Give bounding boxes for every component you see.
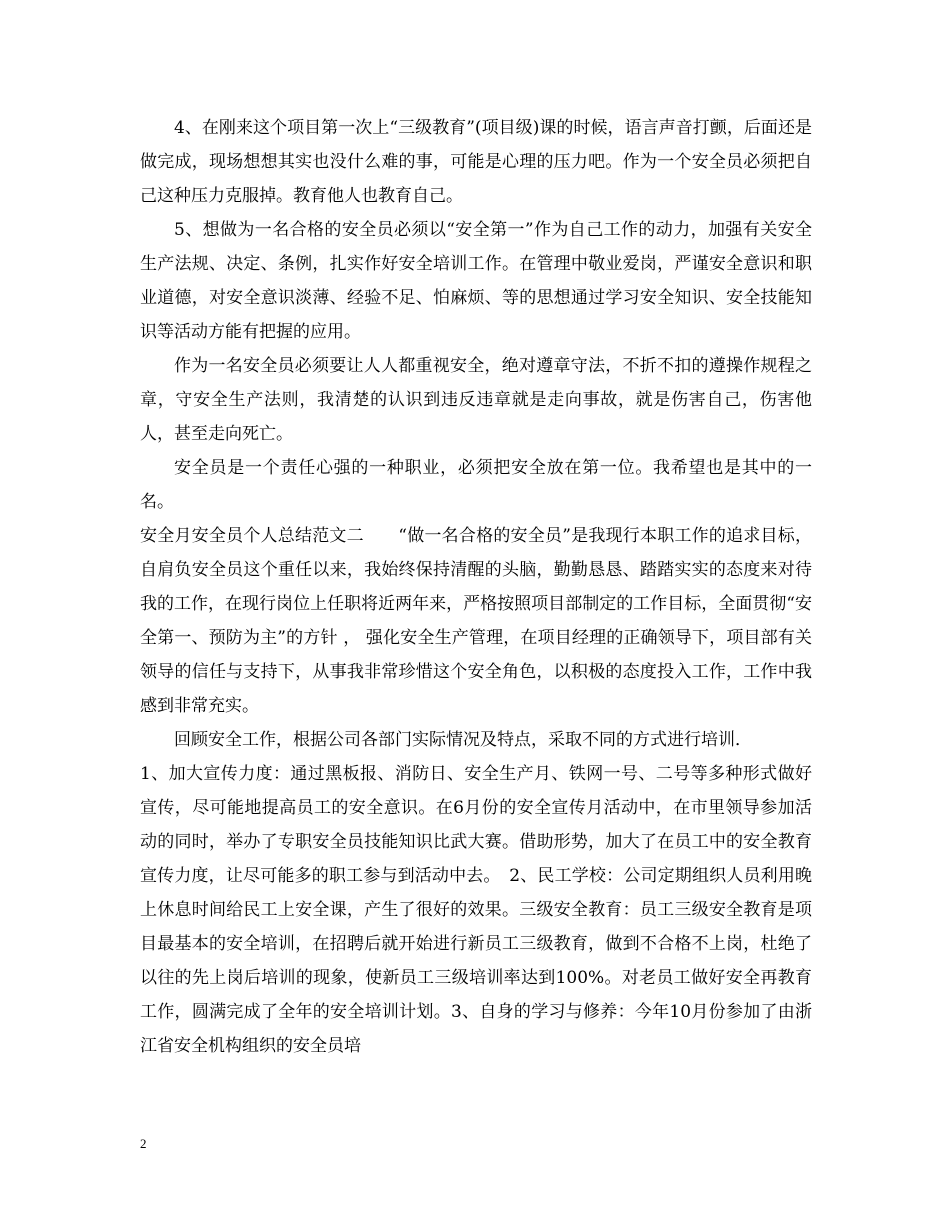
paragraph-sample-two-intro: 安全月安全员个人总结范文二 “做一名合格的安全员”是我现行本职工作的追求目标，自肩负安全员这个重任以来，我始终保持清醒的头脑，勤勤恳恳、踏踏实实的态度来对待我的工作，在现行岗位上任职将近两年来，严格按照项目部制定的工作目标，全面贯彻“安全第一、预防为主”的方针 ， 强化安全生产管理，在项目经理的正确领导下，项目部有关领导的信任与支持下，从事我非常珍惜这个安全角色，以积极的态度投入工作，工作中我感到非常充实。 (140, 526, 812, 716)
document-body (140, 111, 812, 1063)
paragraph-training-list: 1、加大宣传力度：通过黑板报、消防日、安全生产月、铁网一号、二号等多种形式做好宣传，尽可能地提高员工的安全意识。在6月份的安全宣传月活动中，在市里领导参加活动的同时，举办了专职安全员技能知识比武大赛。借助形势，加大了在员工中的安全教育宣传力度，让尽可能多的职工参与到活动中去。 2、民工学校：公司定期组织人员利用晚上休息时间给民工上安全课，产生了很好的效果。三级安全教育：员工三级安全教育是项目最基本的安全培训，在招聘后就开始进行新员工三级教育，做到不合格不上岗，杜绝了以往的先上岗后培训的现象，使新员工三级培训率达到100%。对老员工做好安全再教育工作，圆满完成了全年的安全培训计划。3、自身的学习与修养：今年10月份参加了由浙江省安全机构组织的安全员培 (140, 764, 812, 1056)
paragraph-review-training: 回顾安全工作，根据公司各部门实际情况及特点，采取不同的方式进行培训． (174, 730, 752, 750)
paragraph-item-5: 5、想做为一名合格的安全员必须以“安全第一”作为自己工作的动力，加强有关安全生产法规、决定、条例，扎实作好安全培训工作。在管理中敬业爱岗，严谨安全意识和职业道德，对安全意识淡薄、经验不足、怕麻烦、等的思想通过学习安全知识、安全技能知识等活动方能有把握的应用。 (140, 220, 812, 342)
paragraph-safety-officer-duty: 作为一名安全员必须要让人人都重视安全，绝对遵章守法，不折不扣的遵操作规程之章，守安全生产法则，我清楚的认识到违反违章就是走向事故，就是伤害自己，伤害他人，甚至走向死亡。 (140, 356, 812, 444)
page-number: 2 (140, 1136, 147, 1151)
paragraph-item-4: 4、在刚来这个项目第一次上“三级教育”(项目级)课的时候，语言声音打颤，后面还是做完成，现场想想其实也没什么难的事，可能是心理的压力吧。作为一个安全员必须把自己这种压力克服掉。教育他人也教育自己。 (140, 118, 812, 206)
paragraph-responsibility: 安全员是一个责任心强的一种职业，必须把安全放在第一位。我希望也是其中的一名。 (140, 458, 812, 512)
